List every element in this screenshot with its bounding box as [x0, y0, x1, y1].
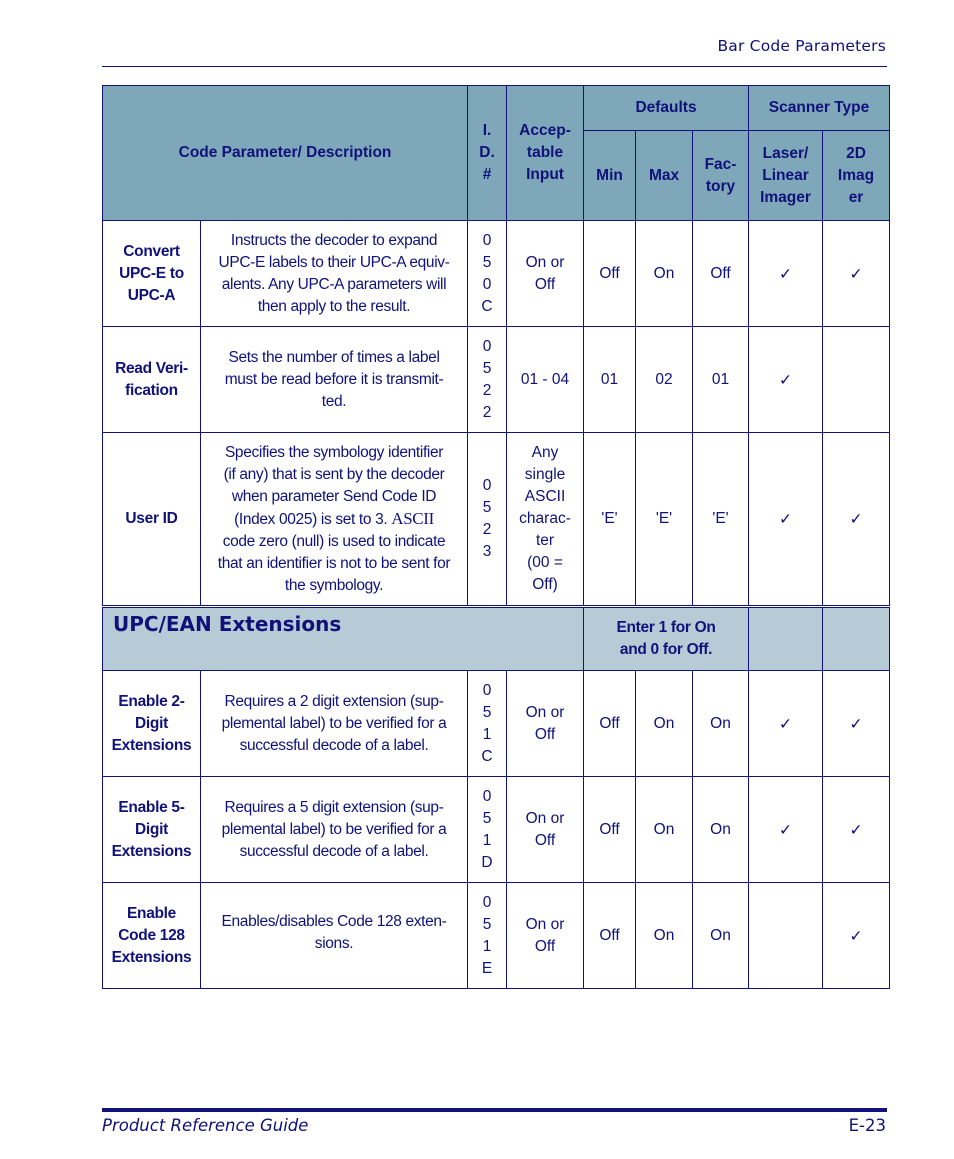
laser-check-icon: ✓: [749, 433, 823, 607]
default-factory: On: [693, 883, 749, 989]
laser-check-icon: ✓: [749, 327, 823, 433]
param-description: Instructs the decoder to expand UPC-E labels to their UPC-A equiv- alents. Any UPC-A parameters will then apply to the result.: [201, 221, 468, 327]
default-max: 'E': [636, 433, 693, 607]
default-max: 02: [636, 327, 693, 433]
header-laser-linear-imager: Laser/ Linear Imager: [749, 131, 823, 221]
footer-guide-title: Product Reference Guide: [102, 1116, 309, 1135]
header-2d-imager: 2D Imag er: [823, 131, 890, 221]
section-title-cell: [103, 607, 584, 671]
default-min: Off: [584, 671, 636, 777]
table-row: [103, 777, 890, 883]
param-name: User ID: [103, 433, 201, 607]
section-empty-cell: [823, 607, 890, 671]
header-id: I. D. #: [468, 86, 507, 221]
section-title: UPC/EAN Extensions: [113, 612, 342, 636]
imager-check-icon: ✓: [823, 221, 890, 327]
param-id: 0 5 1 E: [468, 883, 507, 989]
laser-check-cell: [749, 883, 823, 989]
default-min: 01: [584, 327, 636, 433]
acceptable-input: Any single ASCII charac- ter (00 = Off): [507, 433, 584, 607]
section-note: Enter 1 for On and 0 for Off.: [584, 607, 749, 671]
table-row: [103, 221, 890, 327]
header-code-parameter: Code Parameter/ Description: [103, 86, 468, 221]
param-description: Specifies the symbology identifier (if any) that is sent by the decoder when parameter Send Code ID (Index 0025) is set to 3. ASCII code zero (null) is used to indicate that an identifier is not to be sent for the symbology.: [201, 433, 468, 607]
param-name: Convert UPC-E to UPC-A: [103, 221, 201, 327]
acceptable-input: On or Off: [507, 777, 584, 883]
table-row: [103, 883, 890, 989]
param-name: Enable Code 128 Extensions: [103, 883, 201, 989]
laser-check-icon: ✓: [749, 777, 823, 883]
section-row: [103, 607, 890, 671]
section-empty-cell: [749, 607, 823, 671]
imager-check-icon: ✓: [823, 777, 890, 883]
param-description: Enables/disables Code 128 exten- sions.: [201, 883, 468, 989]
param-id: 0 5 2 2: [468, 327, 507, 433]
imager-check-icon: ✓: [823, 671, 890, 777]
default-factory: 'E': [693, 433, 749, 607]
acceptable-input: On or Off: [507, 221, 584, 327]
running-head: Bar Code Parameters: [717, 37, 886, 55]
default-factory: 01: [693, 327, 749, 433]
laser-check-icon: ✓: [749, 221, 823, 327]
default-min: Off: [584, 221, 636, 327]
table-row: [103, 433, 890, 607]
imager-check-icon: ✓: [823, 883, 890, 989]
default-max: On: [636, 221, 693, 327]
param-description: Sets the number of times a label must be read before it is transmit- ted.: [201, 327, 468, 433]
header-acceptable-input: Accep- table Input: [507, 86, 584, 221]
table-row: [103, 671, 890, 777]
header-scanner-type: Scanner Type: [749, 86, 890, 131]
param-name: Enable 2- Digit Extensions: [103, 671, 201, 777]
param-id: 0 5 2 3: [468, 433, 507, 607]
param-description: Requires a 5 digit extension (sup- plemental label) to be verified for a successful decode of a label.: [201, 777, 468, 883]
default-max: On: [636, 777, 693, 883]
default-min: Off: [584, 883, 636, 989]
default-max: On: [636, 883, 693, 989]
default-factory: On: [693, 671, 749, 777]
acceptable-input: 01 - 04: [507, 327, 584, 433]
header-max: Max: [636, 131, 693, 221]
page-number: E-23: [848, 1116, 886, 1135]
default-min: 'E': [584, 433, 636, 607]
param-description: Requires a 2 digit extension (sup- plemental label) to be verified for a successful decode of a label.: [201, 671, 468, 777]
acceptable-input: On or Off: [507, 883, 584, 989]
footer-rule: [102, 1108, 887, 1112]
header-defaults: Defaults: [584, 86, 749, 131]
imager-check-cell: [823, 327, 890, 433]
imager-check-icon: ✓: [823, 433, 890, 607]
header-min: Min: [584, 131, 636, 221]
acceptable-input: On or Off: [507, 671, 584, 777]
header-factory: Fac- tory: [693, 131, 749, 221]
param-name: Enable 5- Digit Extensions: [103, 777, 201, 883]
default-factory: On: [693, 777, 749, 883]
laser-check-icon: ✓: [749, 671, 823, 777]
param-id: 0 5 1 D: [468, 777, 507, 883]
parameter-table: [102, 85, 890, 989]
header-rule: [102, 66, 887, 67]
default-factory: Off: [693, 221, 749, 327]
param-id: 0 5 0 C: [468, 221, 507, 327]
table-row: [103, 327, 890, 433]
default-min: Off: [584, 777, 636, 883]
param-name: Read Veri- fication: [103, 327, 201, 433]
param-id: 0 5 1 C: [468, 671, 507, 777]
default-max: On: [636, 671, 693, 777]
